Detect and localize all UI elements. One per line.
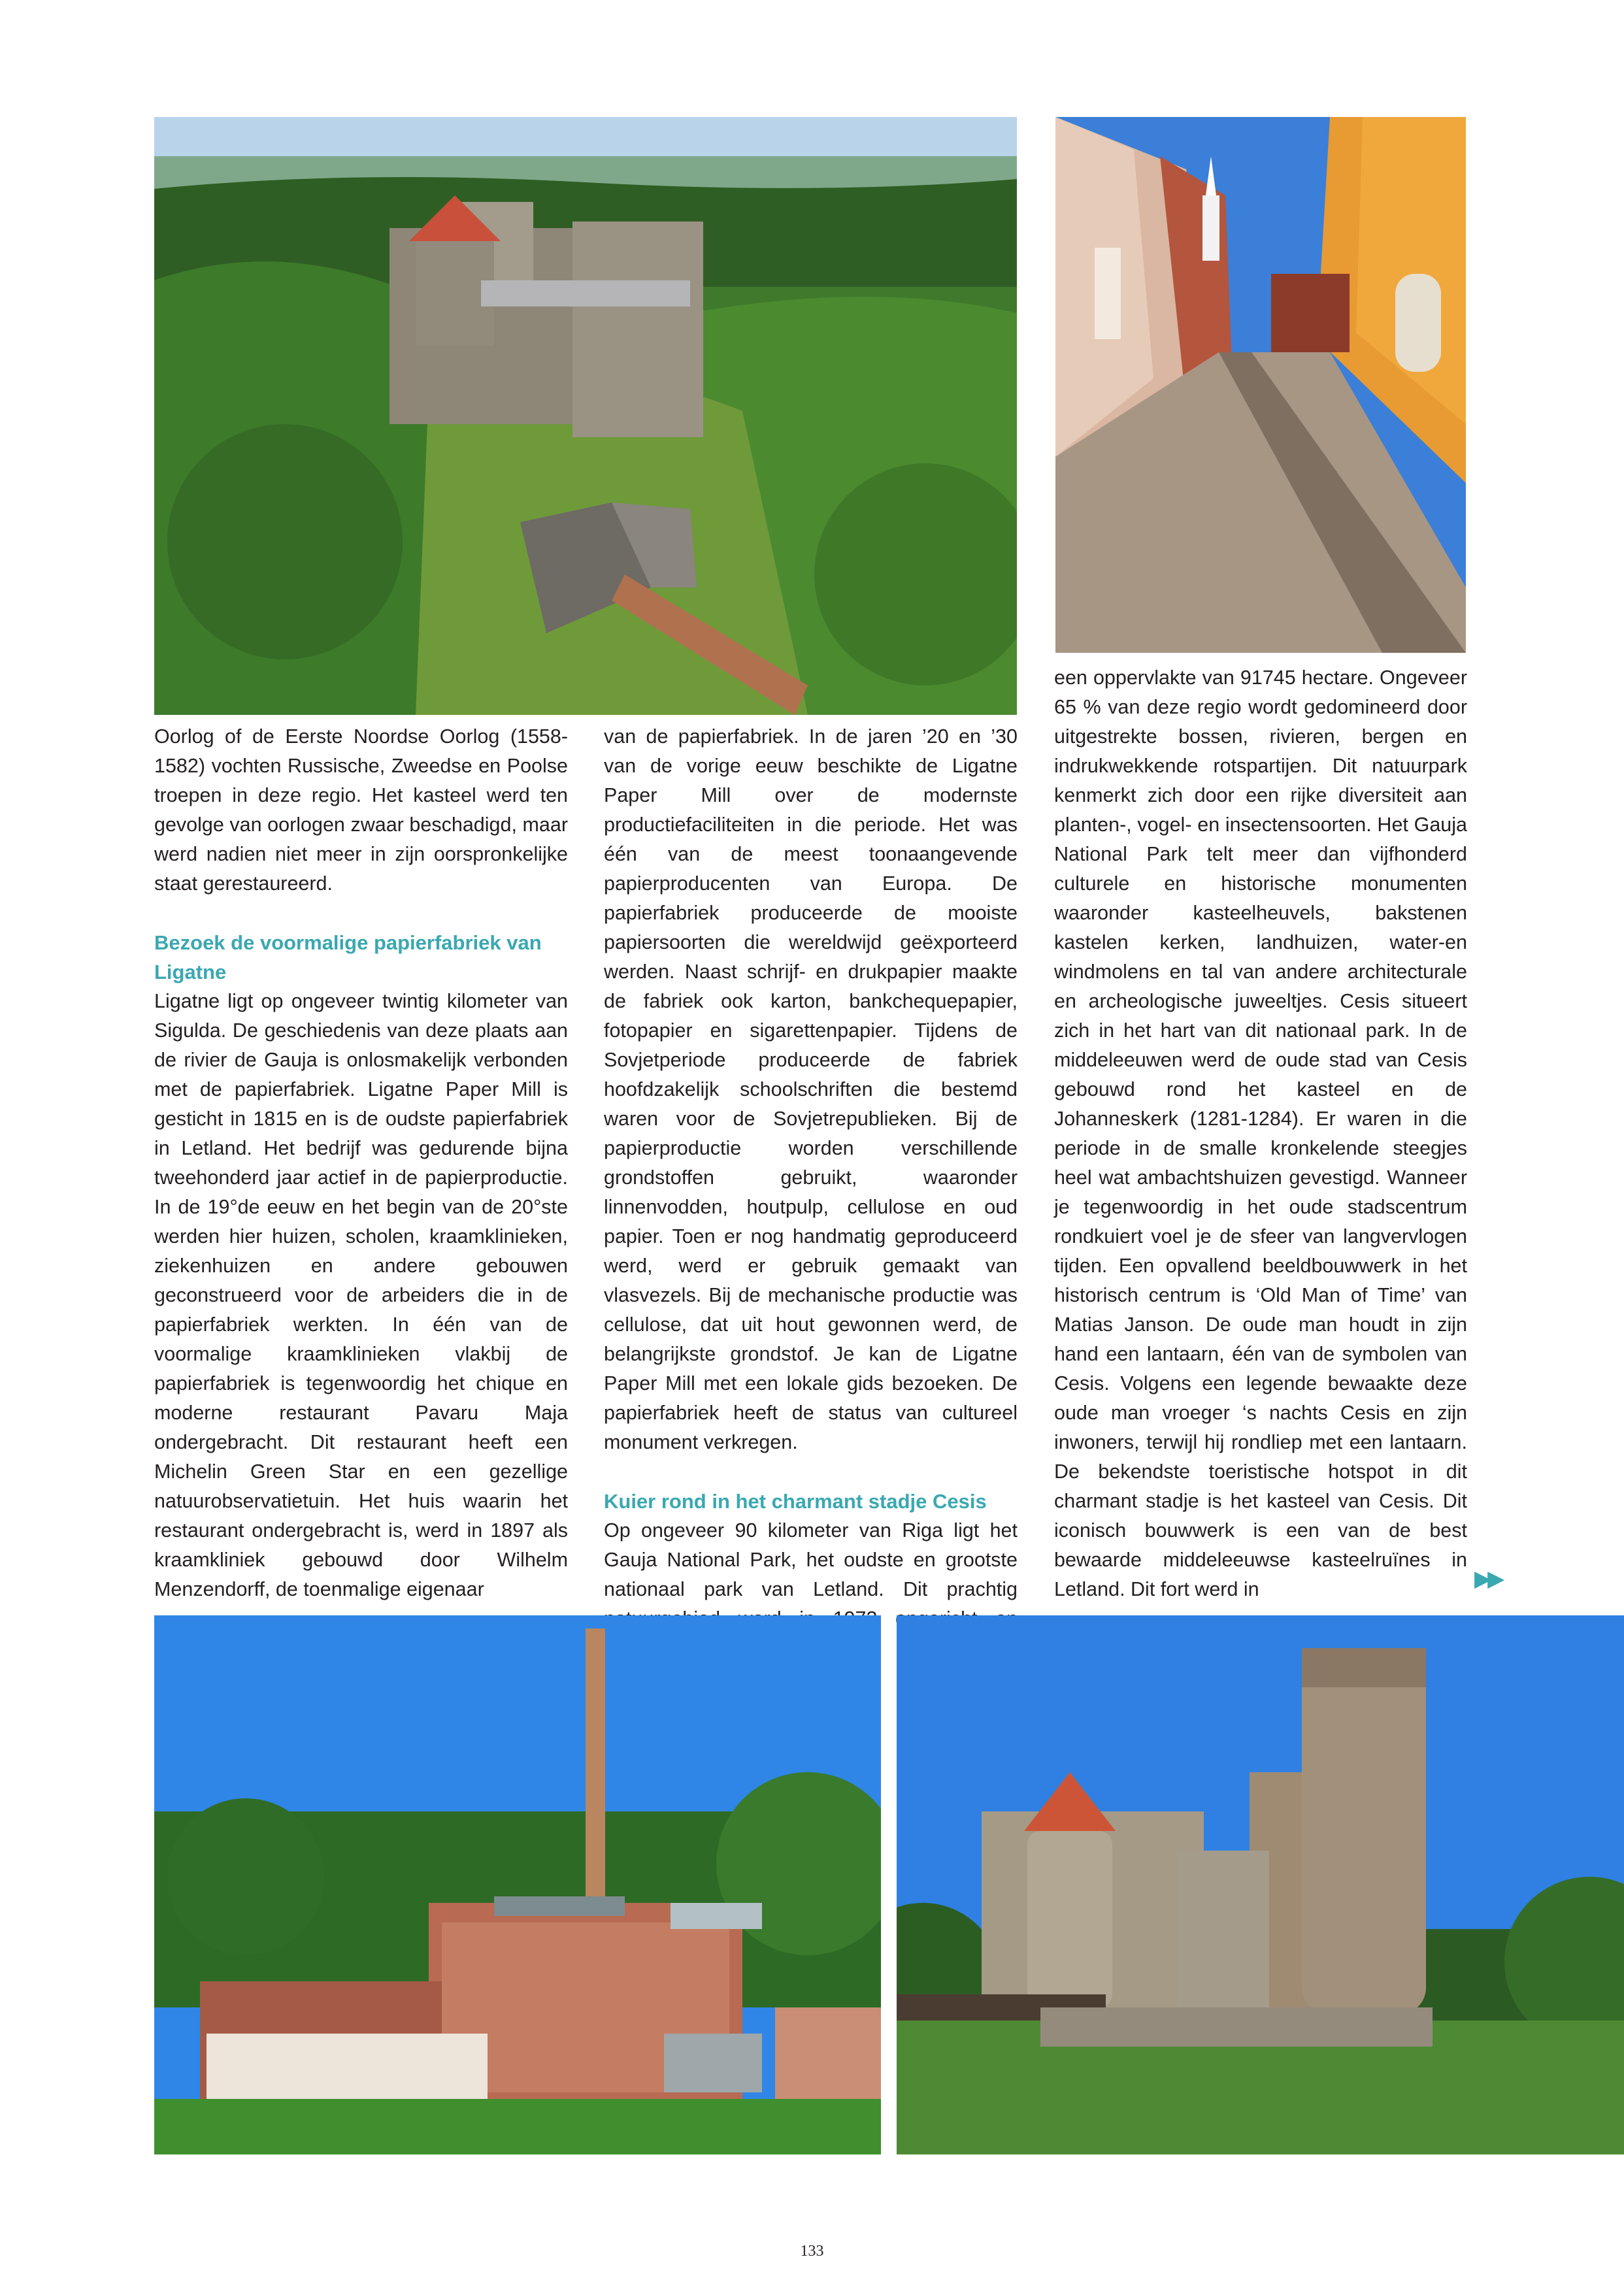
col2-paragraph-2: Op ongeveer 90 kilometer van Riga ligt het Gauja National Park, het oudste en grootste nationaal park van Letland. Dit prachtig (604, 1519, 1018, 1600)
column-2 (604, 722, 1018, 1663)
section-heading-ligatne: Bezoek de voormalige papierfabriek van Ligatne (154, 931, 542, 983)
col1-paragraph-2: Ligatne ligt op ongeveer twintig kilometer van Sigulda. De geschiedenis van deze plaats aan de rivier de Gauja is onlosmakelijk verbonden met de papierfabriek. Ligatne Paper Mill is gesticht in 1815 en is de oudste papierfabriek in Letland. Het bedrijf was gedurende bijna tweehonderd jaar actief in de papierproductie. In de 19°de eeuw en het begin van de 20°ste werden hier huizen, scholen, kraamklinieken, ziekenhuizen en andere gebouwen geconstrueerd voor de arbeiders die in de papierfabriek werkten. In één van de voormalige kraamklinieken vlakbij de papierfabriek is tegenwoordig het chique en moderne restaurant Pavaru Maja ondergebracht. Dit restaurant heeft een Michelin Green Star en een gezellige natuurobservatietuin. Het huis waarin het restaurant ondergebracht is, werd in 1897 als kraamkliniek gebouwd door Wilhelm Menzendorff, de toenmalige eigenaar (154, 990, 568, 1600)
col2-paragraph-1: van de papierfabriek. In de jaren ’20 en ’30 van de vorige eeuw beschikte de Ligatne Paper Mill over de modernste productiefaciliteiten in die periode. Het was één van de meest toonaangevende papierproducenten van Europa. De papierfabriek produceerde de mooiste papiersoorten die wereldwijd geëxporteerd werden. Naast schrijf- en drukpapier maakte de fabriek ook karton, bankchequepapier, fotopapier en sigarettenpapier. Tijdens de Sovjetperiode produceerde de fabriek hoofdzakelijk schoolschriften die bestemd waren voor de Sovjetrepublieken. Bij de papierproductie worden verschillende grondstoffen gebruikt, waaronder linnenvodden, houtpulp, cellulose en oud papier. Toen er nog handmatig geproduceerd werd, werd er gebruik gemaakt van vlasvezels. Bij de mechanische productie was cellulose, dat uit hout gewonnen werd, de belangrijkste grondstof. Je kan de Ligatne Paper Mill met een lokale gids bezoeken. De papierfabriek heeft de status van cultureel monument verkregen. (604, 725, 1018, 1453)
column-1 (154, 722, 568, 1604)
ligatne-paper-mill-photo (154, 1615, 881, 2154)
cesis-street-photo (1055, 117, 1466, 653)
page-number: 133 (800, 2243, 824, 2260)
section-heading-cesis: Kuier rond in het charmant stadje Cesis (604, 1490, 987, 1513)
sigulda-castle-photo (154, 117, 1017, 715)
column-3 (1054, 663, 1467, 1604)
col3-paragraph-1: een oppervlakte van 91745 hectare. Ongeveer 65 % van deze regio wordt gedomineerd door uitgestrekte bossen, rivieren, bergen en indrukwekkende rotspartijen. Dit natuurpark kenmerkt zich door een rijke diversiteit aan planten-, vogel- en insectensoorten. Het Gauja National Park telt meer dan vijfhonderd culturele en historische monumenten waaronder kasteelheuvels, bakstenen kastelen kerken, landhuizen, water-en windmolens en tal van andere architecturale en archeologische juweeltjes. Cesis situeert zich in het hart van dit nationaal park. In de middeleeuwen werd de oude stad van Cesis gebouwd rond het kasteel en de Johanneskerk (1281-1284). Er waren in die periode in de smalle kronkelende steegjes heel wat ambachtshuizen gevestigd. Wanneer je tegenwoordig in het oude stadscentrum rondkuiert voel je de sfeer van langvervlogen tijden. Een opvallend beeldbouwwerk in het historisch centrum is ‘Old Man of Time’ van Matias Janson. De oude man houdt in zijn hand een lantaarn, één van de symbolen van Cesis. Volgens een legende bewaakte deze oude man vroeger ‘s nachts Cesis en zijn inwoners, terwijl hij rondliep met een lantaarn. De bekendste toeristische hotspot in dit charmant stadje is het kasteel van Cesis. Dit iconisch bouwwerk is een van de best bewaarde middeleeuwse kasteelruïnes in Letland. Dit fort werd in (1054, 667, 1467, 1600)
cesis-castle-photo (897, 1615, 1624, 2154)
col1-paragraph-1: Oorlog of de Eerste Noordse Oorlog (1558-1582) vochten Russische, Zweedse en Poolse troepen in deze regio. Het kasteel werd ten gevolge van oorlogen zwaar beschadigd, maar werd nadien niet meer in zijn oorspronkelijke staat gerestaureerd. (154, 725, 568, 895)
continue-arrow-icon: ▶▶ (1474, 1566, 1501, 1591)
